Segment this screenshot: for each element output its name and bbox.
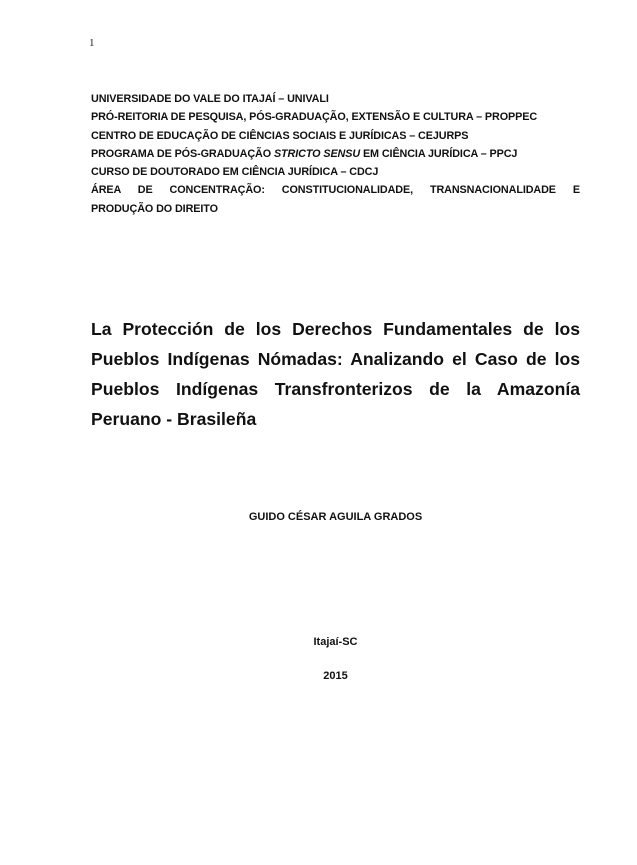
thesis-title: [91, 314, 580, 434]
city: Itajaí-SC: [313, 636, 358, 648]
title-line-4: Peruano - Brasileña: [91, 409, 257, 429]
title-line-2: Pueblos Indígenas Nómadas: Analizando el Caso de los: [91, 349, 580, 369]
center-line: CENTRO DE EDUCAÇÃO DE CIÊNCIAS SOCIAIS E JURÍDICAS – CEJURPS: [91, 129, 469, 142]
program-line-prefix: PROGRAMA DE PÓS-GRADUAÇÃO: [91, 147, 274, 160]
title-line-1: La Protección de los Derechos Fundamentales de los: [91, 319, 580, 339]
program-line-suffix: EM CIÊNCIA JURÍDICA – PPCJ: [360, 147, 518, 160]
institution-header: [91, 90, 580, 218]
university-line: UNIVERSIDADE DO VALE DO ITAJAÍ – UNIVALI: [91, 93, 329, 105]
pro-rectorate-line: PRÓ-REITORIA DE PESQUISA, PÓS-GRADUAÇÃO, EXTENSÃO E CULTURA – PROPPEC: [91, 111, 538, 124]
year: 2015: [323, 670, 348, 682]
title-line-3: Pueblos Indígenas Transfronterizos de la Amazonía: [91, 379, 580, 399]
program-line: [91, 145, 580, 163]
program-line-italic: STRICTO SENSU: [273, 147, 361, 160]
author-name: GUIDO CÉSAR AGUILA GRADOS: [248, 511, 423, 523]
page-number: 1: [89, 37, 95, 49]
concentration-area-line: ÁREA DE CONCENTRAÇÃO: CONSTITUCIONALIDADE, TRANSNACIONALIDADE E: [91, 184, 580, 197]
course-line: CURSO DE DOUTORADO EM CIÊNCIA JURÍDICA – CDCJ: [91, 166, 379, 179]
concentration-area-line-continued: PRODUÇÃO DO DIREITO: [91, 202, 218, 215]
